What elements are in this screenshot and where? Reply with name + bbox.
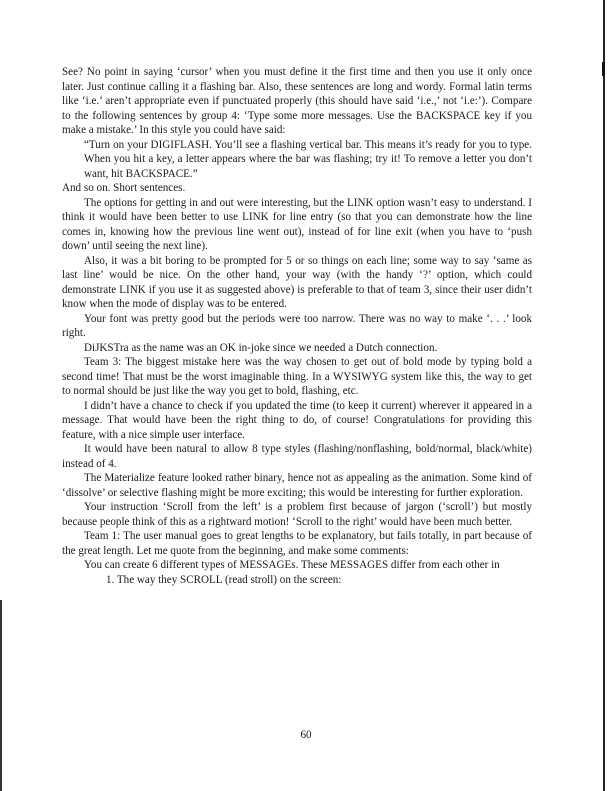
- manual-quote: [84, 558, 532, 587]
- body-text: [62, 65, 532, 587]
- page-number: 60: [300, 729, 312, 741]
- paragraph: See? No point in saying ‘cursor’ when you must define it the first time and then you use it only once later. Just continue calling it a flashing bar. Also, these sentences are long and wordy. Formal latin terms like ‘i.e.’ aren’t appropriate even if punctuated properly (this should have said ‘i.e.,’ not ‘i.e:’). Compare to the following sentences by group 4: ‘Type some more messages. Use the BACKSPACE key if you make a mistake.’ In this style you could have said:: [62, 66, 532, 136]
- quote-text: “Turn on your DIGIFLASH. You’ll see a flashing vertical bar. This means it’s ready for you to type. When you hit a key, a letter appears where the bar was flashing; try it! To remove a letter you don’t want, hit BACKSPACE.”: [84, 138, 532, 180]
- paragraph: Your instruction ‘Scroll from the left’ is a problem first because of jargon (‘scroll’) but mostly because people think of this as a rightward motion! ‘Scroll to the right’ would have been much better.: [62, 501, 532, 528]
- quote-text: You can create 6 different types of MESSAGEs. These MESSAGES differ from each other in: [84, 559, 500, 571]
- block-quote: [84, 138, 532, 182]
- paragraph: And so on. Short sentences.: [62, 182, 186, 194]
- paragraph: Your font was pretty good but the periods were too narrow. There was no way to make ‘. . .’ look right.: [62, 312, 532, 339]
- paragraph: It would have been natural to allow 8 type styles (flashing/nonflashing, bold/normal, black/white) instead of 4.: [62, 443, 532, 470]
- paragraph: DiJKSTra as the name was an OK in-joke since we needed a Dutch connection.: [84, 341, 438, 354]
- right-margin-mark: [602, 62, 605, 76]
- paragraph: Also, it was a bit boring to be prompted for 5 or so things on each line; some way to say ‘same as last line’ would be nice. On the other hand, your way (with the handy ‘?’ option, which could demonstrate LINK if you use it as suggested above) is preferable to that of team 3, since their user didn’t know when the mode of display was to be entered.: [62, 254, 532, 310]
- paragraph: The Materialize feature looked rather binary, hence not as appealing as the animation. Some kind of ‘dissolve’ or selective flashing might be more exciting; this would be interesting for further exploration.: [62, 472, 532, 499]
- paragraph: Team 1: The user manual goes to great lengths to be explanatory, but fails totally, in part because of the great length. Let me quote from the beginning, and make some comments:: [62, 530, 532, 557]
- paragraph: I didn’t have a chance to check if you updated the time (to keep it current) wherever it appeared in a message. That would have been the right thing to do, of course! Congratulations for providing this feature, with a nice simple user interface.: [62, 399, 532, 441]
- paragraph: Team 3: The biggest mistake here was the way chosen to get out of bold mode by typing bold a second time! That must be the worst imaginable thing. In a WYSIWYG system like this, the way to get to normal should be just like the way you get to bold, flashing, etc.: [62, 356, 532, 397]
- list-item: 1. The way they SCROLL (read stroll) on the screen:: [106, 573, 342, 586]
- left-margin-rule: [0, 600, 2, 791]
- right-margin-rule: [603, 0, 605, 791]
- paragraph: The options for getting in and out were interesting, but the LINK option wasn’t easy to understand. I think it would have been better to use LINK for line entry (so that you can demonstrate how the line comes in, knowing how the previous line went out), instead of for line exit (when you have to ‘push down’ until seeing the next line).: [62, 196, 532, 252]
